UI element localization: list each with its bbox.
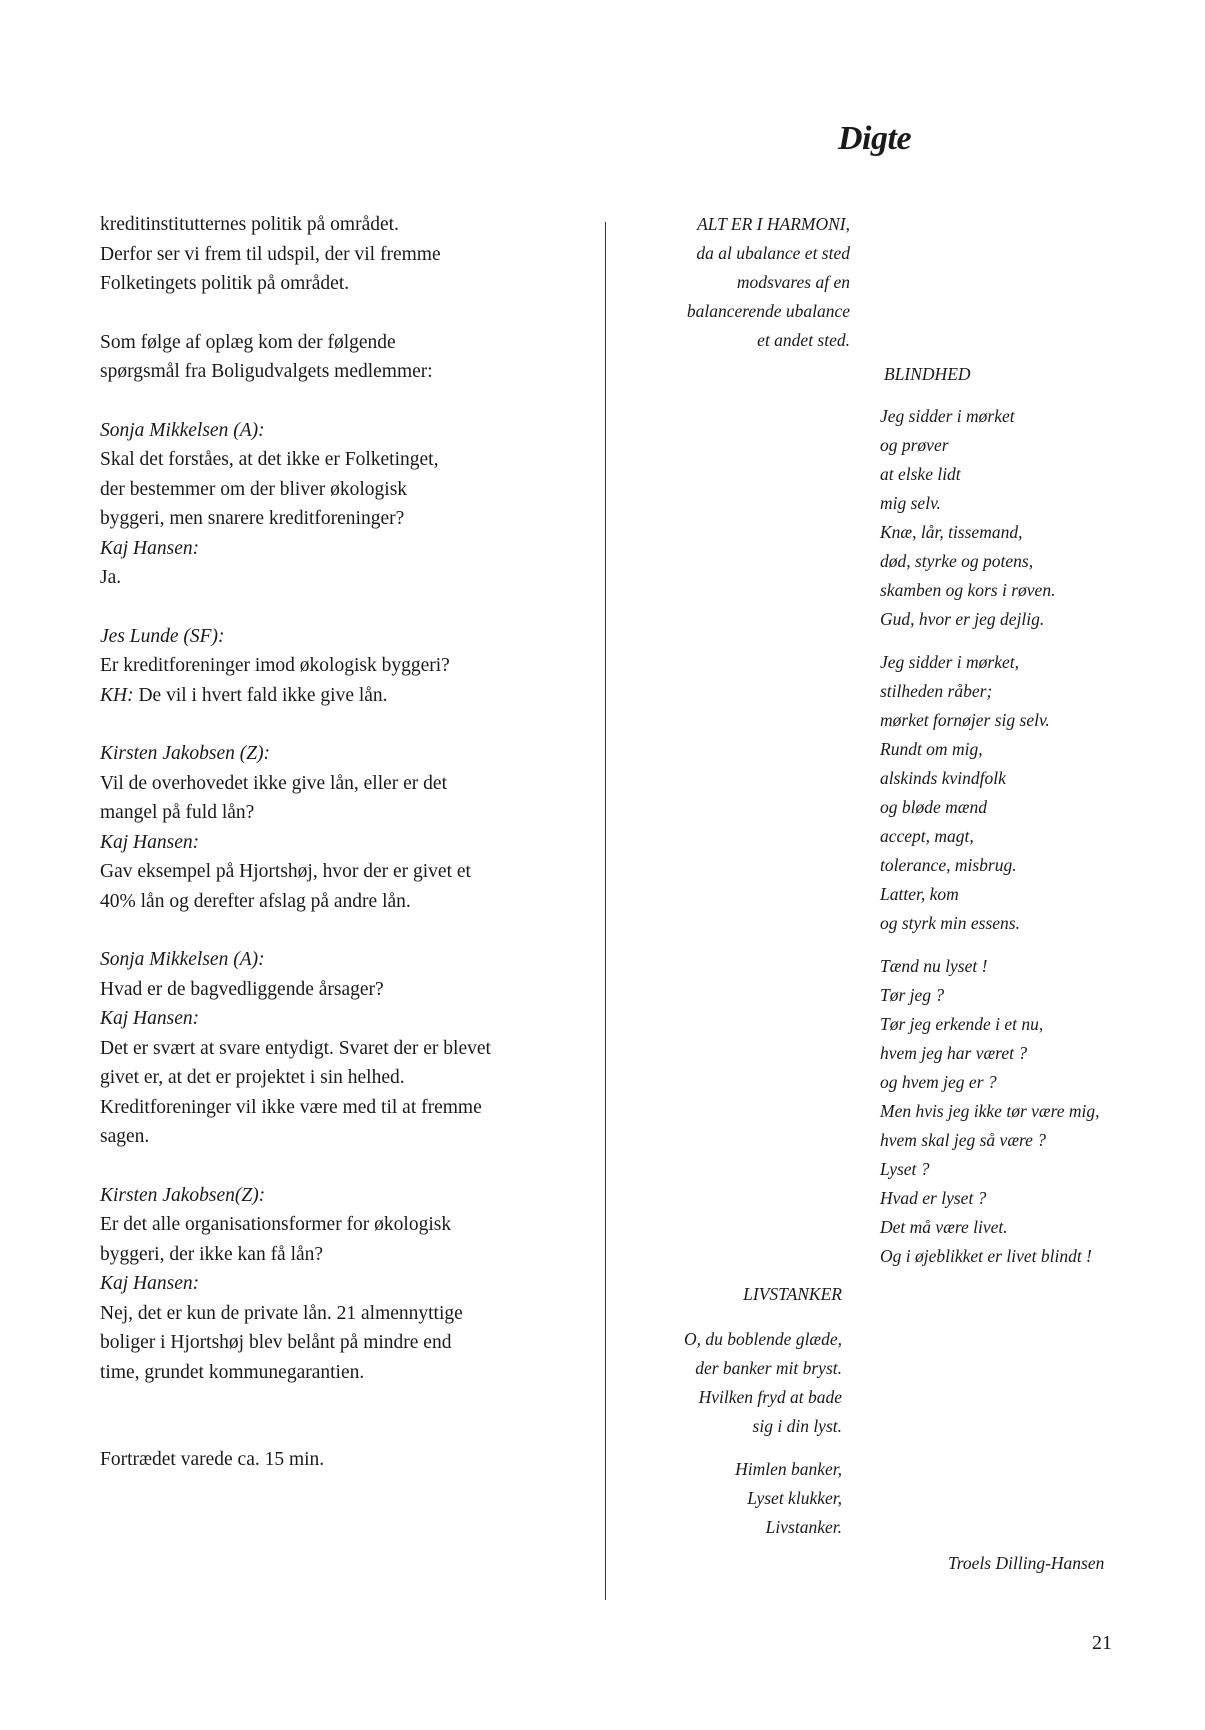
poem-blindhed xyxy=(880,402,1180,1285)
poem-line: Lyset ? xyxy=(880,1159,930,1179)
poem-line: død, styrke og potens, xyxy=(880,551,1034,571)
text-line: Derfor ser vi frem til udspil, der vil fremme xyxy=(100,243,441,265)
text-line: 40% lån og derefter afslag på andre lån. xyxy=(100,890,411,912)
poem-line: Hvilken fryd at bade xyxy=(698,1387,842,1407)
poem-line: Tør jeg erkende i et nu, xyxy=(880,1014,1044,1034)
text-line: sagen. xyxy=(100,1126,150,1147)
answer-text: De vil i hvert fald ikke give lån. xyxy=(133,684,388,706)
poem-line: Jeg sidder i mørket, xyxy=(880,652,1019,672)
poem-line: skamben og kors i røven. xyxy=(880,580,1056,600)
poem-line: Livstanker. xyxy=(765,1517,842,1537)
text-line: byggeri, der ikke kan få lån? xyxy=(100,1243,324,1265)
speaker-label: Kirsten Jakobsen(Z): xyxy=(100,1184,266,1206)
poem-stanza xyxy=(880,402,1180,634)
speaker-label: Kaj Hansen: xyxy=(100,831,200,853)
text-line: Kreditforeninger vil ikke være med til at fremme xyxy=(100,1096,482,1118)
closing-line: Fortrædet varede ca. 15 min. xyxy=(100,1449,325,1470)
text-line: der bestemmer om der bliver økologisk xyxy=(100,478,408,500)
poem-line: tolerance, misbrug. xyxy=(880,855,1017,875)
text-line: Gav eksempel på Hjortshøj, hvor der er givet et xyxy=(100,861,471,882)
poem-stanza xyxy=(880,952,1180,1271)
poem-line: Gud, hvor er jeg dejlig. xyxy=(880,609,1045,629)
page-number: 21 xyxy=(1092,1632,1112,1654)
text-line: Folketingets politik på området. xyxy=(100,273,350,294)
text-line: Det er svært at svare entydigt. Svaret der er blevet xyxy=(100,1037,491,1059)
text-line: Som følge af oplæg kom der følgende xyxy=(100,331,396,353)
section-title: Digte xyxy=(838,120,912,157)
poem-line: Men hvis jeg ikke tør være mig, xyxy=(880,1101,1100,1121)
text-line: Skal det forståes, at det ikke er Folketinget, xyxy=(100,449,439,470)
text-line: Vil de overhovedet ikke give lån, eller er det xyxy=(100,772,447,794)
text-line: Er kreditforeninger imod økologisk byggeri? xyxy=(100,655,450,676)
column-divider xyxy=(605,222,606,1600)
poem-line: stilheden råber; xyxy=(880,681,993,701)
text-line: boliger i Hjortshøj blev belånt på mindre end xyxy=(100,1332,452,1353)
poem-line: at elske lidt xyxy=(880,464,961,484)
text-line: kreditinstitutternes politik på området. xyxy=(100,214,399,235)
speaker-label: Kaj Hansen: xyxy=(100,1273,200,1294)
poem-line: O, du boblende glæde, xyxy=(684,1329,842,1349)
poem-livstanker xyxy=(610,1325,842,1556)
poem-line: et andet sted. xyxy=(757,330,850,350)
poem-line: Og i øjeblikket er livet blindt ! xyxy=(880,1246,1092,1266)
poem-line: da al ubalance et sted xyxy=(696,243,850,263)
poem-line: der banker mit bryst. xyxy=(695,1358,842,1378)
poem-line: Himlen banker, xyxy=(735,1459,842,1479)
poem-line: Rundt om mig, xyxy=(880,739,983,759)
text-line: Hvad er de bagvedliggende årsager? xyxy=(100,978,384,1000)
speaker-abbrev: KH: xyxy=(100,684,134,706)
poem-line: alskinds kvindfolk xyxy=(880,768,1006,788)
poem-line: Lyset klukker, xyxy=(747,1488,842,1508)
poem-line: hvem skal jeg så være ? xyxy=(880,1130,1047,1150)
text-line: mangel på fuld lån? xyxy=(100,802,255,823)
poem-line: Tør jeg ? xyxy=(880,985,945,1005)
poem-line: Tænd nu lyset ! xyxy=(880,956,988,976)
text-line: givet er, at det er projektet i sin helhed. xyxy=(100,1067,405,1088)
poem-stanza xyxy=(610,1325,842,1441)
text-line: byggeri, men snarere kreditforeninger? xyxy=(100,508,405,529)
poem-stanza xyxy=(610,1455,842,1542)
poem-title-livstanker: LIVSTANKER xyxy=(743,1284,842,1304)
poem-line: og prøver xyxy=(880,435,949,455)
author-signature: Troels Dilling-Hansen xyxy=(948,1553,1105,1573)
poem-line: mørket fornøjer sig selv. xyxy=(880,710,1050,730)
poem-line: og styrk min essens. xyxy=(880,913,1020,933)
speaker-label: Kaj Hansen: xyxy=(100,1008,200,1029)
poem-line: og hvem jeg er ? xyxy=(880,1072,997,1092)
poem-line: og bløde mænd xyxy=(880,797,987,817)
text-line: time, grundet kommunegarantien. xyxy=(100,1361,365,1383)
poem-line: Jeg sidder i mørket xyxy=(880,406,1015,426)
text-line xyxy=(100,681,570,711)
poem-line: accept, magt, xyxy=(880,826,974,846)
speaker-label: Kirsten Jakobsen (Z): xyxy=(100,743,271,764)
poem-line: hvem jeg har været ? xyxy=(880,1043,1028,1063)
transcript-column xyxy=(100,210,570,1475)
poem-harmoni xyxy=(610,210,850,355)
text-line: Er det alle organisationsformer for økologisk xyxy=(100,1214,452,1235)
speaker-label: Sonja Mikkelsen (A): xyxy=(100,419,265,441)
speaker-label: Jes Lunde (SF): xyxy=(100,625,225,647)
speaker-label: Kaj Hansen: xyxy=(100,537,200,559)
poem-line: modsvares af en xyxy=(736,272,850,292)
poem-line: balancerende ubalance xyxy=(686,301,850,321)
poem-line: mig selv. xyxy=(880,493,941,513)
text-line: Nej, det er kun de private lån. 21 almennyttige xyxy=(100,1302,463,1324)
poem-line: Latter, kom xyxy=(880,884,959,904)
text-line: Ja. xyxy=(100,567,122,588)
poem-line: Knæ, lår, tissemand, xyxy=(880,522,1023,542)
poem-line: Det må være livet. xyxy=(880,1217,1008,1237)
poem-line: ALT ER I HARMONI, xyxy=(697,214,850,234)
text-line: spørgsmål fra Boligudvalgets medlemmer: xyxy=(100,361,433,382)
poem-line: sig i din lyst. xyxy=(752,1416,842,1436)
speaker-label: Sonja Mikkelsen (A): xyxy=(100,949,265,970)
poem-line: Hvad er lyset ? xyxy=(880,1188,987,1208)
poem-stanza xyxy=(880,648,1180,938)
poem-title-blindhed: BLINDHED xyxy=(884,364,971,384)
